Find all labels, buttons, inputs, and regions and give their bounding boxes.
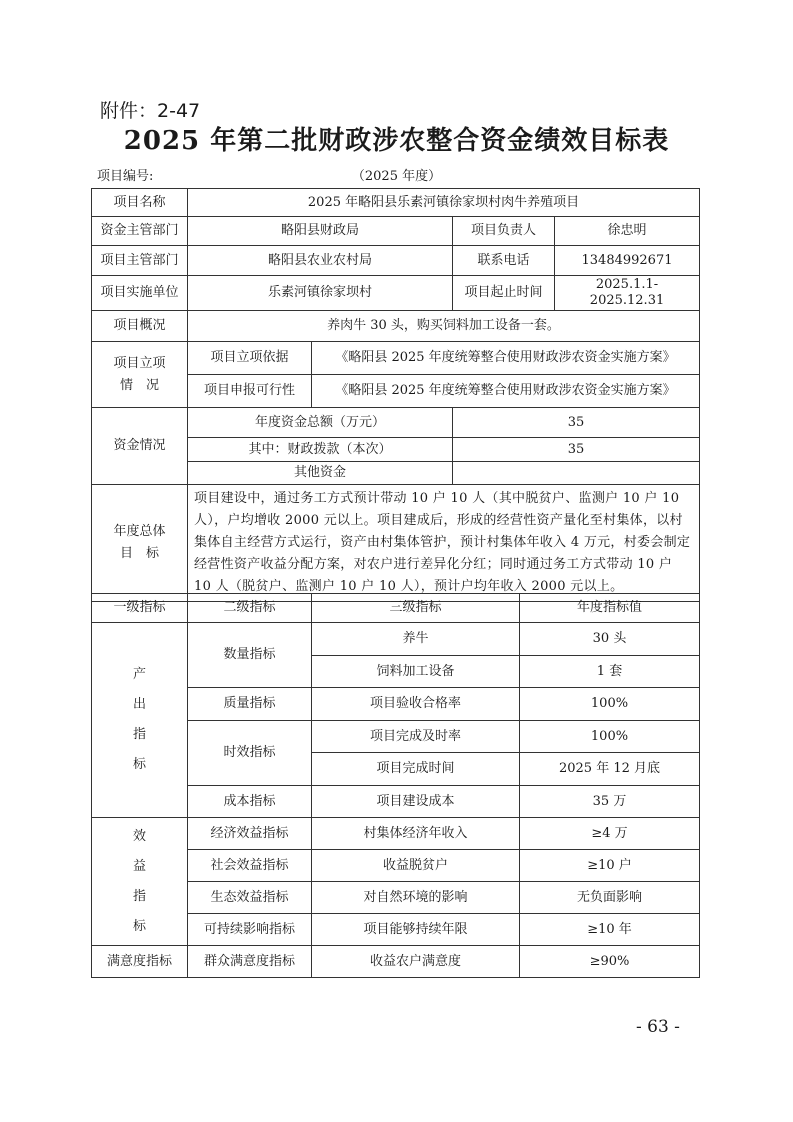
- performance-target-table: [91, 188, 700, 602]
- level3-cell: 项目完成时间: [312, 753, 520, 786]
- row-approval-basis: [92, 342, 700, 375]
- label-char: 指: [132, 888, 146, 904]
- leader-value: 徐忠明: [555, 217, 700, 246]
- funds-row-value: 35: [453, 438, 700, 462]
- phone-value: 13484992671: [555, 246, 700, 276]
- level3-cell: 对自然环境的影响: [312, 882, 520, 914]
- level2-cell: 群众满意度指标: [188, 946, 312, 978]
- funds-row-label: 其他资金: [188, 462, 453, 485]
- value-cell: ≥90%: [520, 946, 700, 978]
- header-level1: 一级指标: [92, 594, 188, 623]
- value-cell: 100%: [520, 688, 700, 721]
- fund-dept-label: 资金主管部门: [92, 217, 188, 246]
- year-label: （2025 年度）: [351, 169, 442, 184]
- overview-label: 项目概况: [92, 311, 188, 342]
- impl-value: 乐素河镇徐家坝村: [188, 276, 453, 311]
- basis-label: 项目立项依据: [188, 342, 312, 375]
- value-cell: ≥10 年: [520, 914, 700, 946]
- label-char: 益: [132, 858, 146, 874]
- feasibility-label: 项目申报可行性: [188, 375, 312, 408]
- approval-label-line1: 项目立项: [113, 355, 166, 371]
- label-char: 出: [132, 697, 146, 712]
- page-number: - 63 -: [636, 1017, 680, 1037]
- table-row: [92, 623, 700, 656]
- satisfaction-label: 满意度指标: [92, 946, 188, 978]
- overview-value: 养肉牛 30 头，购买饲料加工设备一套。: [188, 311, 700, 342]
- indicator-header-row: [92, 594, 700, 623]
- table-row: [92, 946, 700, 978]
- goal-label-line2: 目 标: [119, 546, 159, 561]
- value-cell: ≥10 户: [520, 850, 700, 882]
- header-level2: 二级指标: [188, 594, 312, 623]
- level3-cell: 项目完成及时率: [312, 721, 520, 753]
- funds-row-value: [453, 462, 700, 485]
- goal-label: [92, 485, 188, 602]
- label-char: 效: [132, 828, 146, 844]
- name-value: 2025 年略阳县乐素河镇徐家坝村肉牛养殖项目: [188, 189, 700, 217]
- label-char: 指: [132, 727, 146, 742]
- label-char: 标: [132, 757, 146, 772]
- value-cell: 30 头: [520, 623, 700, 656]
- funds-row-label: 年度资金总额（万元）: [188, 408, 453, 438]
- project-number-label: 项目编号:: [97, 169, 154, 184]
- indicator-table: [91, 593, 700, 978]
- level2-quality: 质量指标: [188, 688, 312, 721]
- level3-cell: 养牛: [312, 623, 520, 656]
- level3-cell: 收益脱贫户: [312, 850, 520, 882]
- basis-value: 《略阳县 2025 年度统筹整合使用财政涉农资金实施方案》: [312, 342, 700, 375]
- level2-quantity: 数量指标: [188, 623, 312, 688]
- benefit-indicator-label: [92, 818, 188, 946]
- feasibility-value: 《略阳县 2025 年度统筹整合使用财政涉农资金实施方案》: [312, 375, 700, 408]
- row-impl-unit: [92, 276, 700, 311]
- impl-label: 项目实施单位: [92, 276, 188, 311]
- funds-row-value: 35: [453, 408, 700, 438]
- row-fund-dept: [92, 217, 700, 246]
- level2-cost: 成本指标: [188, 786, 312, 818]
- level2-cell: 可持续影响指标: [188, 914, 312, 946]
- level3-cell: 项目建设成本: [312, 786, 520, 818]
- proj-dept-label: 项目主管部门: [92, 246, 188, 276]
- funds-label: 资金情况: [92, 408, 188, 485]
- level2-cell: 生态效益指标: [188, 882, 312, 914]
- period-value: 2025.1.1-2025.12.31: [555, 276, 700, 311]
- row-funds-total: [92, 408, 700, 438]
- value-cell: 1 套: [520, 656, 700, 688]
- value-cell: 35 万: [520, 786, 700, 818]
- row-annual-goal: [92, 485, 700, 602]
- attachment-label: 附件：2-47: [100, 100, 201, 122]
- goal-text: 项目建设中，通过务工方式预计带动 10 户 10 人（其中脱贫户、监测户 10 户 10 人），户均增收 2000 元以上。项目建成后，形成的经营性资产量化至村集体，以村集体自主经营方式运行，资产由村集体管护，预计村集体年收入 4 万元，村委会制定经营性资产收益分配方案，对农户进行差异化分红；同时通过务工方式带动 10 户 10 人（脱贫户、监测户 10 户 10 人），预计户均年收入 2000 元以上。: [188, 485, 700, 602]
- approval-label: [92, 342, 188, 408]
- level2-cell: 社会效益指标: [188, 850, 312, 882]
- level3-cell: 饲料加工设备: [312, 656, 520, 688]
- approval-label-line2: 情 况: [119, 377, 159, 393]
- table-row: [92, 818, 700, 850]
- row-overview: [92, 311, 700, 342]
- level2-cell: 经济效益指标: [188, 818, 312, 850]
- level3-cell: 项目验收合格率: [312, 688, 520, 721]
- name-label: 项目名称: [92, 189, 188, 217]
- level3-cell: 村集体经济年收入: [312, 818, 520, 850]
- level3-cell: 项目能够持续年限: [312, 914, 520, 946]
- label-char: 产: [132, 667, 146, 682]
- phone-label: 联系电话: [453, 246, 555, 276]
- row-project-name: [92, 189, 700, 217]
- header-value: 年度指标值: [520, 594, 700, 623]
- leader-label: 项目负责人: [453, 217, 555, 246]
- proj-dept-value: 略阳县农业农村局: [188, 246, 453, 276]
- value-cell: ≥4 万: [520, 818, 700, 850]
- level2-timeliness: 时效指标: [188, 721, 312, 786]
- output-indicator-label: [92, 623, 188, 818]
- label-char: 标: [132, 918, 146, 934]
- fund-dept-value: 略阳县财政局: [188, 217, 453, 246]
- goal-label-line1: 年度总体: [113, 524, 166, 540]
- value-cell: 2025 年 12 月底: [520, 753, 700, 786]
- period-label: 项目起止时间: [453, 276, 555, 311]
- row-proj-dept: [92, 246, 700, 276]
- funds-row-label: 其中：财政拨款（本次）: [188, 438, 453, 462]
- value-cell: 无负面影响: [520, 882, 700, 914]
- header-level3: 三级指标: [312, 594, 520, 623]
- level3-cell: 收益农户满意度: [312, 946, 520, 978]
- value-cell: 100%: [520, 721, 700, 753]
- page-title: 2025 年第二批财政涉农整合资金绩效目标表: [123, 126, 670, 156]
